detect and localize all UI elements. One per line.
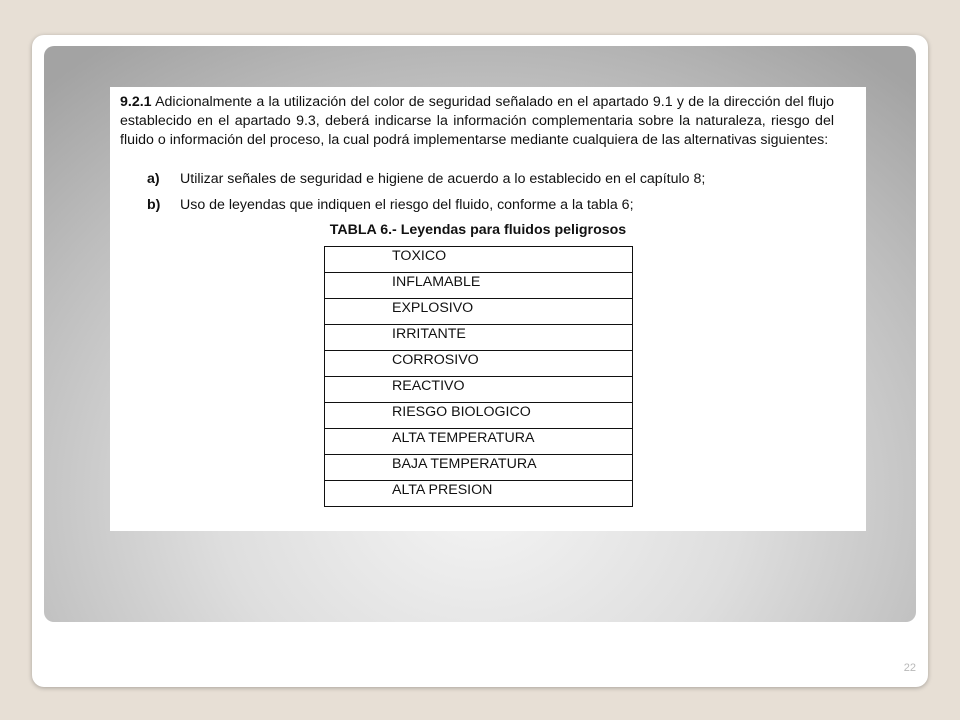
table-cell: ALTA TEMPERATURA	[325, 429, 633, 455]
table-row	[325, 325, 633, 351]
list-marker: a)	[147, 171, 160, 187]
table-row	[325, 377, 633, 403]
table-row	[325, 429, 633, 455]
table-cell: REACTIVO	[325, 377, 633, 403]
section-text: Adicionalmente a la utilización del color de seguridad señalado en el apartado 9.1 y de la dirección del flujo establecido en el apartado 9.3, deberá indicarse la información complementaria sobre la naturaleza, riesgo del fluido o información del proceso, la cual podrá implementarse mediante cualquiera de las alternativas siguientes:	[120, 94, 834, 148]
hazard-legend-table	[324, 246, 633, 507]
list-marker: b)	[147, 197, 161, 213]
table-title: TABLA 6.- Leyendas para fluidos peligrosos	[329, 222, 627, 238]
list-item-text: Uso de leyendas que indiquen el riesgo del fluido, conforme a la tabla 6;	[180, 197, 634, 213]
table-row	[325, 273, 633, 299]
section-paragraph	[120, 93, 834, 149]
table-cell: RIESGO BIOLOGICO	[325, 403, 633, 429]
table-row	[325, 403, 633, 429]
list-item-a	[147, 170, 705, 189]
list-item-b	[147, 196, 634, 215]
table-row	[325, 299, 633, 325]
table-row	[325, 455, 633, 481]
table-cell: CORROSIVO	[325, 351, 633, 377]
table-cell: EXPLOSIVO	[325, 299, 633, 325]
page-number: 22	[903, 662, 916, 674]
table-cell: TOXICO	[325, 247, 633, 273]
table-row	[325, 481, 633, 507]
table-cell: INFLAMABLE	[325, 273, 633, 299]
table-row	[325, 247, 633, 273]
list-item-text: Utilizar señales de seguridad e higiene de acuerdo a lo establecido en el capítulo 8;	[180, 171, 706, 187]
table-cell: IRRITANTE	[325, 325, 633, 351]
table-row	[325, 351, 633, 377]
table-cell: BAJA TEMPERATURA	[325, 455, 633, 481]
table-cell: ALTA PRESION	[325, 481, 633, 507]
document-image	[110, 87, 866, 531]
section-number: 9.2.1	[120, 94, 152, 110]
